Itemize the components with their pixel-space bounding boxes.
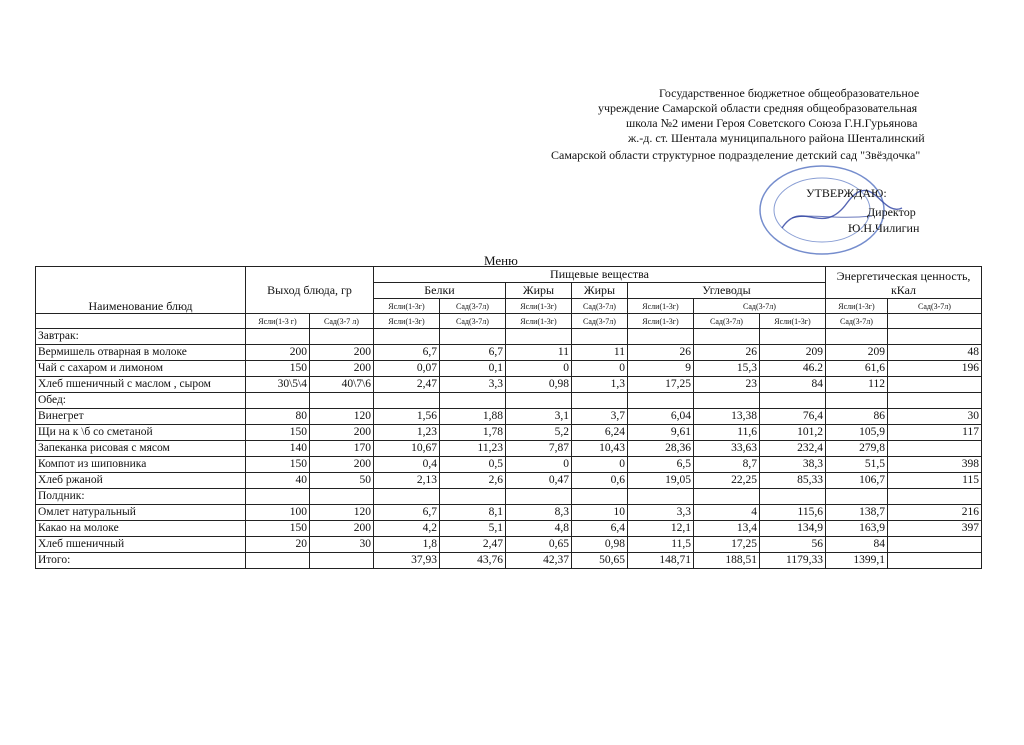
value-cell: 0,07 xyxy=(374,361,440,377)
value-cell: 120 xyxy=(310,505,374,521)
sub-header: Сад(3-7л) xyxy=(826,314,888,329)
value-cell: 5,2 xyxy=(506,425,572,441)
value-cell: 0,4 xyxy=(374,457,440,473)
header-fats-1: Жиры xyxy=(506,283,572,299)
value-cell: 4 xyxy=(694,505,760,521)
value-cell: 20 xyxy=(246,537,310,553)
value-cell: 6,7 xyxy=(374,345,440,361)
header-carbs: Углеводы xyxy=(628,283,826,299)
table-row xyxy=(36,425,982,441)
value-cell: 10,67 xyxy=(374,441,440,457)
dish-name: Чай с сахаром и лимоном xyxy=(36,361,246,377)
value-cell: 0 xyxy=(506,457,572,473)
sub-header: Сад(3-7 л) xyxy=(310,314,374,329)
empty-cell xyxy=(760,329,826,345)
recipe-cell: 398 xyxy=(888,457,982,473)
value-cell: 10,43 xyxy=(572,441,628,457)
value-cell: 120 xyxy=(310,409,374,425)
header-energy: Энергетическая ценность, кКал xyxy=(826,267,982,299)
value-cell: 112 xyxy=(826,377,888,393)
header-proteins: Белки xyxy=(374,283,506,299)
header-output: Выход блюда, гр xyxy=(246,267,374,314)
value-cell: 1,56 xyxy=(374,409,440,425)
table-row xyxy=(36,345,982,361)
sub-header: Ясли(1-3г) xyxy=(826,299,888,314)
value-cell: 26 xyxy=(694,345,760,361)
empty-cell xyxy=(826,393,888,409)
org-line-5: Самарской области структурное подразделение детский сад "Звёздочка" xyxy=(551,148,921,162)
value-cell: 23 xyxy=(694,377,760,393)
value-cell: 40 xyxy=(246,473,310,489)
recipe-cell: 216 xyxy=(888,505,982,521)
total-value: 42,37 xyxy=(506,553,572,569)
total-label: Итого: xyxy=(36,553,246,569)
org-line-3: школа №2 имени Героя Советского Союза Г.Н.Гурьянова xyxy=(626,116,918,130)
table-row xyxy=(36,505,982,521)
recipe-cell: 30 xyxy=(888,409,982,425)
sub-header: Ясли(1-3г) xyxy=(374,314,440,329)
value-cell: 11 xyxy=(572,345,628,361)
value-cell: 200 xyxy=(310,345,374,361)
table-row xyxy=(36,457,982,473)
total-row xyxy=(36,553,982,569)
value-cell: 80 xyxy=(246,409,310,425)
empty-cell xyxy=(246,329,310,345)
value-cell: 9 xyxy=(628,361,694,377)
empty-cell xyxy=(572,329,628,345)
value-cell: 140 xyxy=(246,441,310,457)
value-cell: 10 xyxy=(572,505,628,521)
empty-cell xyxy=(374,393,440,409)
value-cell: 12,1 xyxy=(628,521,694,537)
value-cell: 1,8 xyxy=(374,537,440,553)
total-value: 1179,33 xyxy=(760,553,826,569)
org-line-4: ж.-д. ст. Шентала муниципального района Шенталинский xyxy=(628,131,925,145)
empty-cell xyxy=(374,489,440,505)
dish-name: Хлеб ржаной xyxy=(36,473,246,489)
value-cell: 33,63 xyxy=(694,441,760,457)
table-row xyxy=(36,361,982,377)
total-value: 1399,1 xyxy=(826,553,888,569)
empty-cell xyxy=(826,489,888,505)
value-cell: 17,25 xyxy=(694,537,760,553)
table-row xyxy=(36,441,982,457)
approve-position: Директор xyxy=(867,205,916,219)
value-cell: 163,9 xyxy=(826,521,888,537)
value-cell: 84 xyxy=(760,377,826,393)
dish-name: Омлет натуральный xyxy=(36,505,246,521)
table-row xyxy=(36,537,982,553)
value-cell: 106,7 xyxy=(826,473,888,489)
value-cell: 6,7 xyxy=(440,345,506,361)
value-cell: 6,7 xyxy=(374,505,440,521)
approve-name: Ю.Н.Чилигин xyxy=(848,221,920,235)
value-cell: 56 xyxy=(760,537,826,553)
value-cell: 3,3 xyxy=(628,505,694,521)
total-value: 188,51 xyxy=(694,553,760,569)
empty-cell xyxy=(310,393,374,409)
empty-cell xyxy=(628,489,694,505)
empty-cell xyxy=(506,393,572,409)
sub-header: Сад(3-7л) xyxy=(694,314,760,329)
value-cell: 3,7 xyxy=(572,409,628,425)
value-cell: 0,1 xyxy=(440,361,506,377)
dish-name: Запеканка рисовая с мясом xyxy=(36,441,246,457)
value-cell: 150 xyxy=(246,457,310,473)
empty-cell xyxy=(628,329,694,345)
value-cell: 150 xyxy=(246,425,310,441)
table-row xyxy=(36,473,982,489)
dish-name: Компот из шиповника xyxy=(36,457,246,473)
menu-table xyxy=(35,266,982,569)
table-row xyxy=(36,521,982,537)
empty-cell xyxy=(506,489,572,505)
value-cell: 8,7 xyxy=(694,457,760,473)
value-cell: 200 xyxy=(310,361,374,377)
table-row xyxy=(36,409,982,425)
value-cell: 2,6 xyxy=(440,473,506,489)
empty-cell xyxy=(760,489,826,505)
value-cell: 17,25 xyxy=(628,377,694,393)
empty-cell xyxy=(694,393,760,409)
value-cell: 1,3 xyxy=(572,377,628,393)
value-cell: 2,13 xyxy=(374,473,440,489)
empty-cell xyxy=(628,393,694,409)
empty-cell xyxy=(826,329,888,345)
empty-cell xyxy=(310,329,374,345)
value-cell: 100 xyxy=(246,505,310,521)
value-cell: 6,04 xyxy=(628,409,694,425)
value-cell: 138,7 xyxy=(826,505,888,521)
value-cell: 13,38 xyxy=(694,409,760,425)
value-cell: 8,1 xyxy=(440,505,506,521)
value-cell: 0,65 xyxy=(506,537,572,553)
empty-cell xyxy=(572,489,628,505)
page-title: Меню xyxy=(484,253,518,268)
section-title: Завтрак: xyxy=(36,329,246,345)
value-cell: 11,6 xyxy=(694,425,760,441)
sub-header: Сад(3-7л) xyxy=(440,314,506,329)
dish-name: Щи на к \б со сметаной xyxy=(36,425,246,441)
value-cell: 200 xyxy=(310,457,374,473)
recipe-cell xyxy=(888,537,982,553)
value-cell: 61,6 xyxy=(826,361,888,377)
empty-cell xyxy=(888,393,982,409)
sub-header-empty xyxy=(888,314,982,329)
value-cell: 4,2 xyxy=(374,521,440,537)
dish-name: Хлеб пшеничный xyxy=(36,537,246,553)
value-cell: 13,4 xyxy=(694,521,760,537)
value-cell: 84 xyxy=(826,537,888,553)
empty-cell xyxy=(246,489,310,505)
value-cell: 8,3 xyxy=(506,505,572,521)
value-cell: 0 xyxy=(572,457,628,473)
empty-cell xyxy=(246,393,310,409)
sub-header: Сад(3-7л) xyxy=(440,299,506,314)
value-cell: 150 xyxy=(246,361,310,377)
value-cell: 0,6 xyxy=(572,473,628,489)
value-cell: 0,98 xyxy=(572,537,628,553)
value-cell: 3,3 xyxy=(440,377,506,393)
value-cell: 0 xyxy=(506,361,572,377)
value-cell: 5,1 xyxy=(440,521,506,537)
empty-cell xyxy=(572,393,628,409)
total-value xyxy=(310,553,374,569)
dish-name: Хлеб пшеничный с маслом , сыром xyxy=(36,377,246,393)
approve-label: УТВЕРЖДАЮ: xyxy=(806,186,887,200)
empty-cell xyxy=(374,329,440,345)
value-cell: 50 xyxy=(310,473,374,489)
value-cell: 6,4 xyxy=(572,521,628,537)
value-cell: 0,98 xyxy=(506,377,572,393)
empty-cell xyxy=(310,489,374,505)
table-row xyxy=(36,377,982,393)
value-cell: 101,2 xyxy=(760,425,826,441)
value-cell: 30 xyxy=(310,537,374,553)
section-row xyxy=(36,489,982,505)
recipe-cell: 48 xyxy=(888,345,982,361)
value-cell: 6,5 xyxy=(628,457,694,473)
empty-cell xyxy=(506,329,572,345)
value-cell: 11,5 xyxy=(628,537,694,553)
section-title: Обед: xyxy=(36,393,246,409)
org-line-1: Государственное бюджетное общеобразовательное xyxy=(659,86,920,100)
total-value: 43,76 xyxy=(440,553,506,569)
value-cell: 1,78 xyxy=(440,425,506,441)
value-cell: 200 xyxy=(310,521,374,537)
value-cell: 76,4 xyxy=(760,409,826,425)
value-cell: 232,4 xyxy=(760,441,826,457)
sub-header: Сад(3-7л) xyxy=(888,299,982,314)
sub-header: Ясли(1-3г) xyxy=(628,299,694,314)
value-cell: 6,24 xyxy=(572,425,628,441)
sub-header: Сад(3-7л) xyxy=(572,299,628,314)
empty-cell xyxy=(888,489,982,505)
value-cell: 11,23 xyxy=(440,441,506,457)
value-cell: 1,23 xyxy=(374,425,440,441)
value-cell: 38,3 xyxy=(760,457,826,473)
empty-cell xyxy=(440,329,506,345)
value-cell: 86 xyxy=(826,409,888,425)
org-line-2: учреждение Самарской области средняя общеобразовательная xyxy=(598,101,918,115)
sub-header: Ясли(1-3г) xyxy=(506,299,572,314)
value-cell: 26 xyxy=(628,345,694,361)
header-dish: Наименование блюд xyxy=(36,267,246,314)
sub-header: Ясли(1-3г) xyxy=(628,314,694,329)
total-value: 148,71 xyxy=(628,553,694,569)
total-value: 50,65 xyxy=(572,553,628,569)
dish-name: Винегрет xyxy=(36,409,246,425)
value-cell: 40\7\6 xyxy=(310,377,374,393)
value-cell: 170 xyxy=(310,441,374,457)
total-value: 37,93 xyxy=(374,553,440,569)
value-cell: 4,8 xyxy=(506,521,572,537)
section-title: Полдник: xyxy=(36,489,246,505)
value-cell: 3,1 xyxy=(506,409,572,425)
empty-cell xyxy=(888,329,982,345)
value-cell: 279,8 xyxy=(826,441,888,457)
value-cell: 105,9 xyxy=(826,425,888,441)
value-cell: 85,33 xyxy=(760,473,826,489)
value-cell: 1,88 xyxy=(440,409,506,425)
value-cell: 134,9 xyxy=(760,521,826,537)
recipe-cell xyxy=(888,377,982,393)
value-cell: 7,87 xyxy=(506,441,572,457)
dish-name: Вермишель отварная в молоке xyxy=(36,345,246,361)
sub-header: Сад(3-7л) xyxy=(694,299,826,314)
total-value xyxy=(246,553,310,569)
value-cell: 2,47 xyxy=(440,537,506,553)
value-cell: 30\5\4 xyxy=(246,377,310,393)
empty-cell xyxy=(440,489,506,505)
header-nutrients: Пищевые вещества xyxy=(374,267,826,283)
recipe-cell: 196 xyxy=(888,361,982,377)
sub-header: Ясли(1-3г) xyxy=(506,314,572,329)
header-fats-2: Жиры xyxy=(572,283,628,299)
recipe-cell: 115 xyxy=(888,473,982,489)
empty-cell xyxy=(694,489,760,505)
value-cell: 209 xyxy=(760,345,826,361)
value-cell: 200 xyxy=(310,425,374,441)
value-cell: 51,5 xyxy=(826,457,888,473)
value-cell: 15,3 xyxy=(694,361,760,377)
value-cell: 19,05 xyxy=(628,473,694,489)
value-cell: 209 xyxy=(826,345,888,361)
section-row xyxy=(36,393,982,409)
value-cell: 0,5 xyxy=(440,457,506,473)
dish-name: Какао на молоке xyxy=(36,521,246,537)
sub-header: Ясли(1-3 г) xyxy=(246,314,310,329)
value-cell: 200 xyxy=(246,345,310,361)
sub-header: Ясли(1-3г) xyxy=(374,299,440,314)
sub-header: Ясли(1-3г) xyxy=(760,314,826,329)
value-cell: 150 xyxy=(246,521,310,537)
value-cell: 9,61 xyxy=(628,425,694,441)
section-row xyxy=(36,329,982,345)
value-cell: 0,47 xyxy=(506,473,572,489)
empty-cell xyxy=(440,393,506,409)
empty-cell xyxy=(760,393,826,409)
value-cell: 2,47 xyxy=(374,377,440,393)
recipe-cell xyxy=(888,441,982,457)
recipe-cell: 397 xyxy=(888,521,982,537)
recipe-cell: 117 xyxy=(888,425,982,441)
value-cell: 46.2 xyxy=(760,361,826,377)
empty-cell xyxy=(694,329,760,345)
value-cell: 11 xyxy=(506,345,572,361)
value-cell: 0 xyxy=(572,361,628,377)
value-cell: 115,6 xyxy=(760,505,826,521)
recipe-cell xyxy=(888,553,982,569)
value-cell: 22,25 xyxy=(694,473,760,489)
sub-header: Сад(3-7л) xyxy=(572,314,628,329)
sub-header-empty xyxy=(36,314,246,329)
value-cell: 28,36 xyxy=(628,441,694,457)
